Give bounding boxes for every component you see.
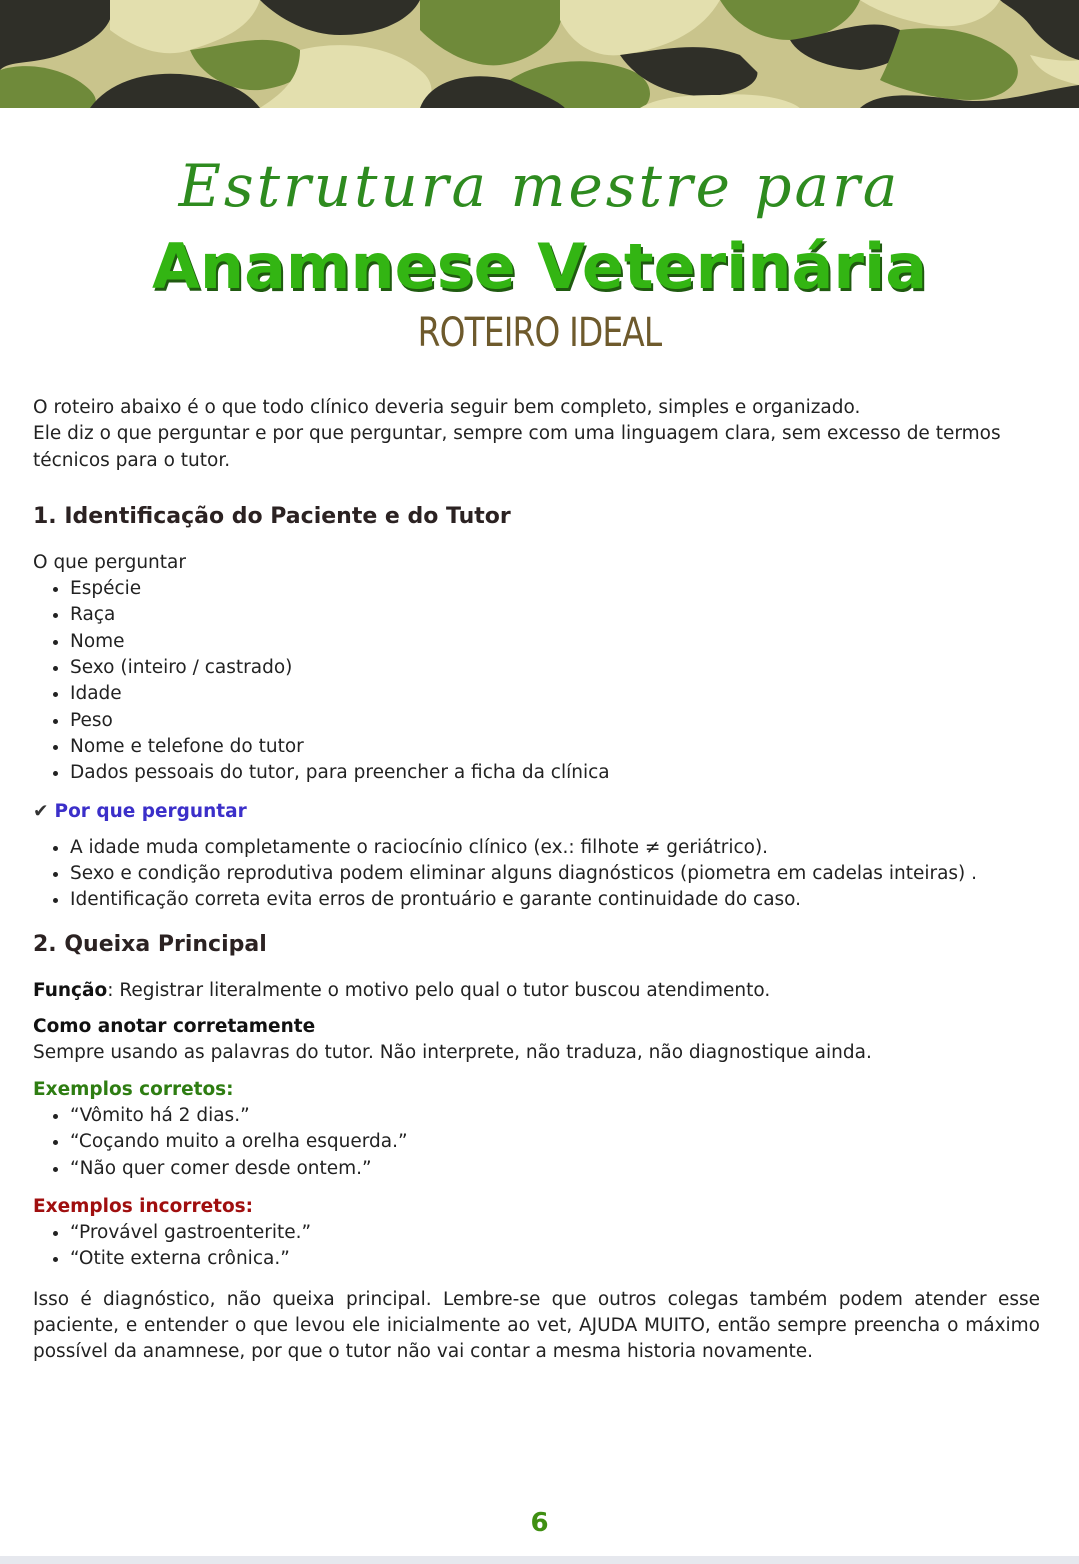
list-item: • Nome e telefone do tutor <box>70 734 1040 760</box>
document-body <box>33 395 1040 1366</box>
intro-line-2: Ele diz o que perguntar e por que perguntar, sempre com uma linguagem clara, sem excesso de termos técnicos para o tutor. <box>33 423 1001 471</box>
funcao-paragraph <box>33 978 1040 1004</box>
ask-label: O que perguntar <box>33 551 186 573</box>
anotar-heading: Como anotar corretamente <box>33 1016 316 1038</box>
list-item: • Idade <box>70 681 1040 707</box>
script-title: Estrutura mestre para <box>178 152 901 220</box>
section-2-heading: 2. Queixa Principal <box>33 931 267 957</box>
funcao-text: : Registrar literalmente o motivo pelo qual o tutor buscou atendimento. <box>107 979 771 1001</box>
list-item: • Sexo (inteiro / castrado) <box>70 655 1040 681</box>
why-label: Por que perguntar <box>54 800 247 822</box>
page-number: 6 <box>530 1508 549 1538</box>
camouflage-pattern <box>0 0 1079 108</box>
anotar-text: Sempre usando as palavras do tutor. Não interprete, não traduza, não diagnostique ainda. <box>33 1042 872 1064</box>
bottom-strip <box>0 1556 1079 1564</box>
list-item: • “Não quer comer desde ontem.” <box>70 1156 1040 1182</box>
checkmark-icon: ✔ <box>33 800 49 822</box>
list-item: • “Provável gastroenterite.” <box>70 1220 1040 1246</box>
camouflage-banner <box>0 0 1079 108</box>
list-item: • “Vômito há 2 dias.” <box>70 1103 1040 1129</box>
funcao-label: Função <box>33 979 108 1001</box>
list-item: • Sexo e condição reprodutiva podem eliminar alguns diagnósticos (piometra em cadelas inteiras) . <box>70 861 1040 887</box>
section-1-heading: 1. Identificação do Paciente e do Tutor <box>33 503 511 529</box>
list-item: • Raça <box>70 602 1040 628</box>
closing-paragraph: Isso é diagnóstico, não queixa principal. Lembre-se que outros colegas também podem atender esse paciente, e entender o que levou ele inicialmente ao vet, AJUDA MUITO, então sempre preencha o máximo possível da anamnese, por que o tutor não vai contar a mesma historia novamente. <box>33 1288 1040 1363</box>
list-item: • Peso <box>70 708 1040 734</box>
intro-line-1: O roteiro abaixo é o que todo clínico deveria seguir bem completo, simples e organizado. <box>33 397 861 418</box>
list-item: • Identificação correta evita erros de prontuário e garante continuidade do caso. <box>70 887 1040 913</box>
intro-paragraph <box>33 395 1040 474</box>
list-item: • “Coçando muito a orelha esquerda.” <box>70 1129 1040 1155</box>
list-item: • Dados pessoais do tutor, para preencher a ficha da clínica <box>70 760 1040 786</box>
correct-examples-heading: Exemplos corretos: <box>33 1078 234 1100</box>
list-item: • Espécie <box>70 576 1040 602</box>
ask-list <box>33 576 1040 786</box>
why-heading <box>33 799 1040 825</box>
list-item: • Nome <box>70 629 1040 655</box>
main-title: Anamnese Veterinária <box>151 230 928 303</box>
why-list <box>33 835 1040 914</box>
incorrect-examples-list <box>33 1220 1040 1273</box>
subtitle: ROTEIRO IDEAL <box>417 310 662 356</box>
list-item: • “Otite externa crônica.” <box>70 1246 1040 1272</box>
correct-examples-list <box>33 1103 1040 1182</box>
incorrect-examples-heading: Exemplos incorretos: <box>33 1195 254 1217</box>
list-item: • A idade muda completamente o raciocínio clínico (ex.: filhote ≠ geriátrico). <box>70 835 1040 861</box>
